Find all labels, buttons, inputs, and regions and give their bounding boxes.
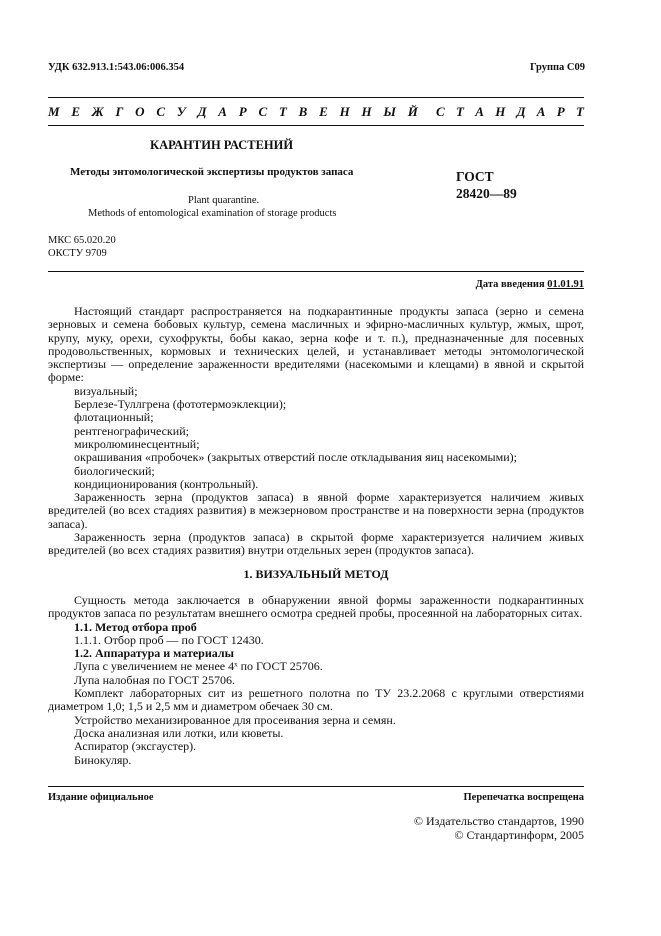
gost-number: 28420—89 [456, 186, 517, 201]
subsection-1-2-heading: 1.2. Аппаратура и материалы [74, 646, 234, 661]
banner-letter: С [436, 104, 445, 119]
mks-code: МКС 65.020.20 [48, 235, 116, 246]
banner-letter: Ы [383, 104, 396, 119]
banner-letter: С [156, 104, 165, 119]
banner-letter: Т [455, 104, 464, 119]
banner-letter: С [258, 104, 268, 119]
banner-letter: А [536, 104, 546, 119]
banner-letter: Р [238, 104, 247, 119]
hidden-infestation-paragraph: Зараженность зерна (продуктов запаса) в скрытой форме характеризуется наличием живых вредителей (во всех стадиях развития) внутри отдельных зерен (продуктов запаса). [48, 530, 584, 558]
official-edition-label: Издание официальное [48, 792, 154, 803]
top-rule [48, 97, 584, 98]
date-rule [48, 271, 584, 272]
classification-codes [48, 234, 116, 260]
banner-letter: Е [319, 104, 328, 119]
banner-letter: Т [278, 104, 287, 119]
subsection-1-1-heading: 1.1. Метод отбора проб [74, 619, 197, 634]
banner-letter: М [48, 104, 60, 119]
method-item: Берлезе-Туллгрена (фототермоэклекции); [74, 397, 287, 412]
banner-letter: Е [71, 104, 81, 119]
equipment-item: Бинокуляр. [74, 752, 132, 767]
banner-letter: А [475, 104, 484, 119]
english-title-line2: Methods of entomological examination of storage products [88, 208, 337, 219]
banner-letter: Й [407, 104, 418, 119]
interstate-standard-banner [48, 104, 584, 120]
banner-letter: Н [361, 104, 372, 119]
group-code: Группа С09 [529, 62, 585, 73]
copyright-line: © Издательство стандартов, 1990 [413, 814, 584, 828]
english-title-line1: Plant quarantine. [188, 195, 260, 206]
banner-letter: Н [339, 104, 350, 119]
effective-date [476, 279, 584, 290]
effective-date-value: 01.01.91 [547, 279, 584, 290]
banner-letter: Г [115, 104, 124, 119]
equipment-item: Устройство механизированное для просеивания зерна и семян. [74, 712, 396, 727]
banner-rule [48, 125, 584, 126]
banner-letter: Д [197, 104, 207, 119]
banner-word-standard [436, 104, 584, 120]
okstu-code: ОКСТУ 9709 [48, 248, 107, 259]
banner-letter: А [218, 104, 227, 119]
explicit-infestation-paragraph: Зараженность зерна (продуктов запаса) в явной форме характеризуется наличием живых вредителей (во всех стадиях развития) в межзерновом пространстве и на поверхности зерна (продуктов запаса). [48, 490, 584, 531]
footer-rule [48, 786, 584, 787]
banner-letter: О [135, 104, 145, 119]
document-subtitle: Методы энтомологической экспертизы продуктов запаса [70, 166, 354, 178]
method-item: визуальный; [74, 383, 138, 398]
udk-code: УДК 632.913.1:543.06:006.354 [48, 62, 185, 73]
section-1-heading: 1. ВИЗУАЛЬНЫЙ МЕТОД [243, 566, 389, 581]
copyright-block [414, 814, 584, 842]
banner-letter: Д [516, 104, 526, 119]
banner-letter: У [176, 104, 186, 119]
gost-label: ГОСТ [456, 169, 494, 184]
banner-letter: В [298, 104, 308, 119]
equipment-item: Лупа с увеличением не менее 4ˣ по ГОСТ 25706. [74, 659, 323, 674]
banner-letter: Р [556, 104, 565, 119]
equipment-item: Доска анализная или лотки, или кюветы. [74, 725, 284, 740]
equipment-item: Комплект лабораторных сит из решетного полотна по ТУ 23.2.2068 с круглыми отверстиями диаметром 1,0; 1,5 и 2,5 мм и диаметром обечаек 30 см. [48, 686, 584, 714]
banner-letter: Н [495, 104, 506, 119]
method-item: окрашивания «пробочек» (закрытых отверстий после откладывания яиц насекомыми); [74, 450, 517, 465]
method-item: микролюминесцентный; [74, 436, 200, 451]
banner-letter: Т [576, 104, 584, 119]
document-body [48, 305, 584, 767]
equipment-item: Лупа налобная по ГОСТ 25706. [74, 672, 236, 687]
intro-paragraph: Настоящий стандарт распространяется на подкарантинные продукты запаса (зерно и семена зерновых и семена бобовых культур, семена масличных и эфирно-масличных культур, жмых, шрот, крупу, муку, орехи, сухофрукты, бобы какао, зерна кофе и т. п.), предназначенные для посевных продовольственных, кормовых и технических целей, и устанавливает методы энтомологической экспертизы — определение зараженности вредителями (насекомыми и клещами) в явной и скрытой форме: [48, 304, 584, 385]
method-item: флотационный; [74, 410, 154, 425]
effective-date-label: Дата введения [475, 279, 545, 290]
document-title: КАРАНТИН РАСТЕНИЙ [150, 138, 294, 152]
equipment-item: Аспиратор (эксгаустер). [74, 739, 197, 754]
reprint-prohibited-label: Перепечатка воспрещена [463, 792, 584, 803]
banner-letter: Ж [91, 104, 104, 119]
section-1-intro: Сущность метода заключается в обнаружении явной формы зараженности подкарантинных продуктов запаса по результатам внешнего осмотра средней пробы, просеянной на лабораторных ситах. [48, 592, 584, 621]
method-item: кондиционирования (контрольный). [74, 476, 259, 491]
banner-word-interstate [48, 104, 418, 120]
clause-1-1-1: 1.1.1. Отбор проб — по ГОСТ 12430. [74, 632, 264, 647]
method-item: рентгенографический; [74, 423, 189, 438]
gost-designation [456, 168, 517, 202]
method-item: биологический; [74, 463, 155, 478]
copyright-line: © Стандартинформ, 2005 [454, 828, 584, 842]
